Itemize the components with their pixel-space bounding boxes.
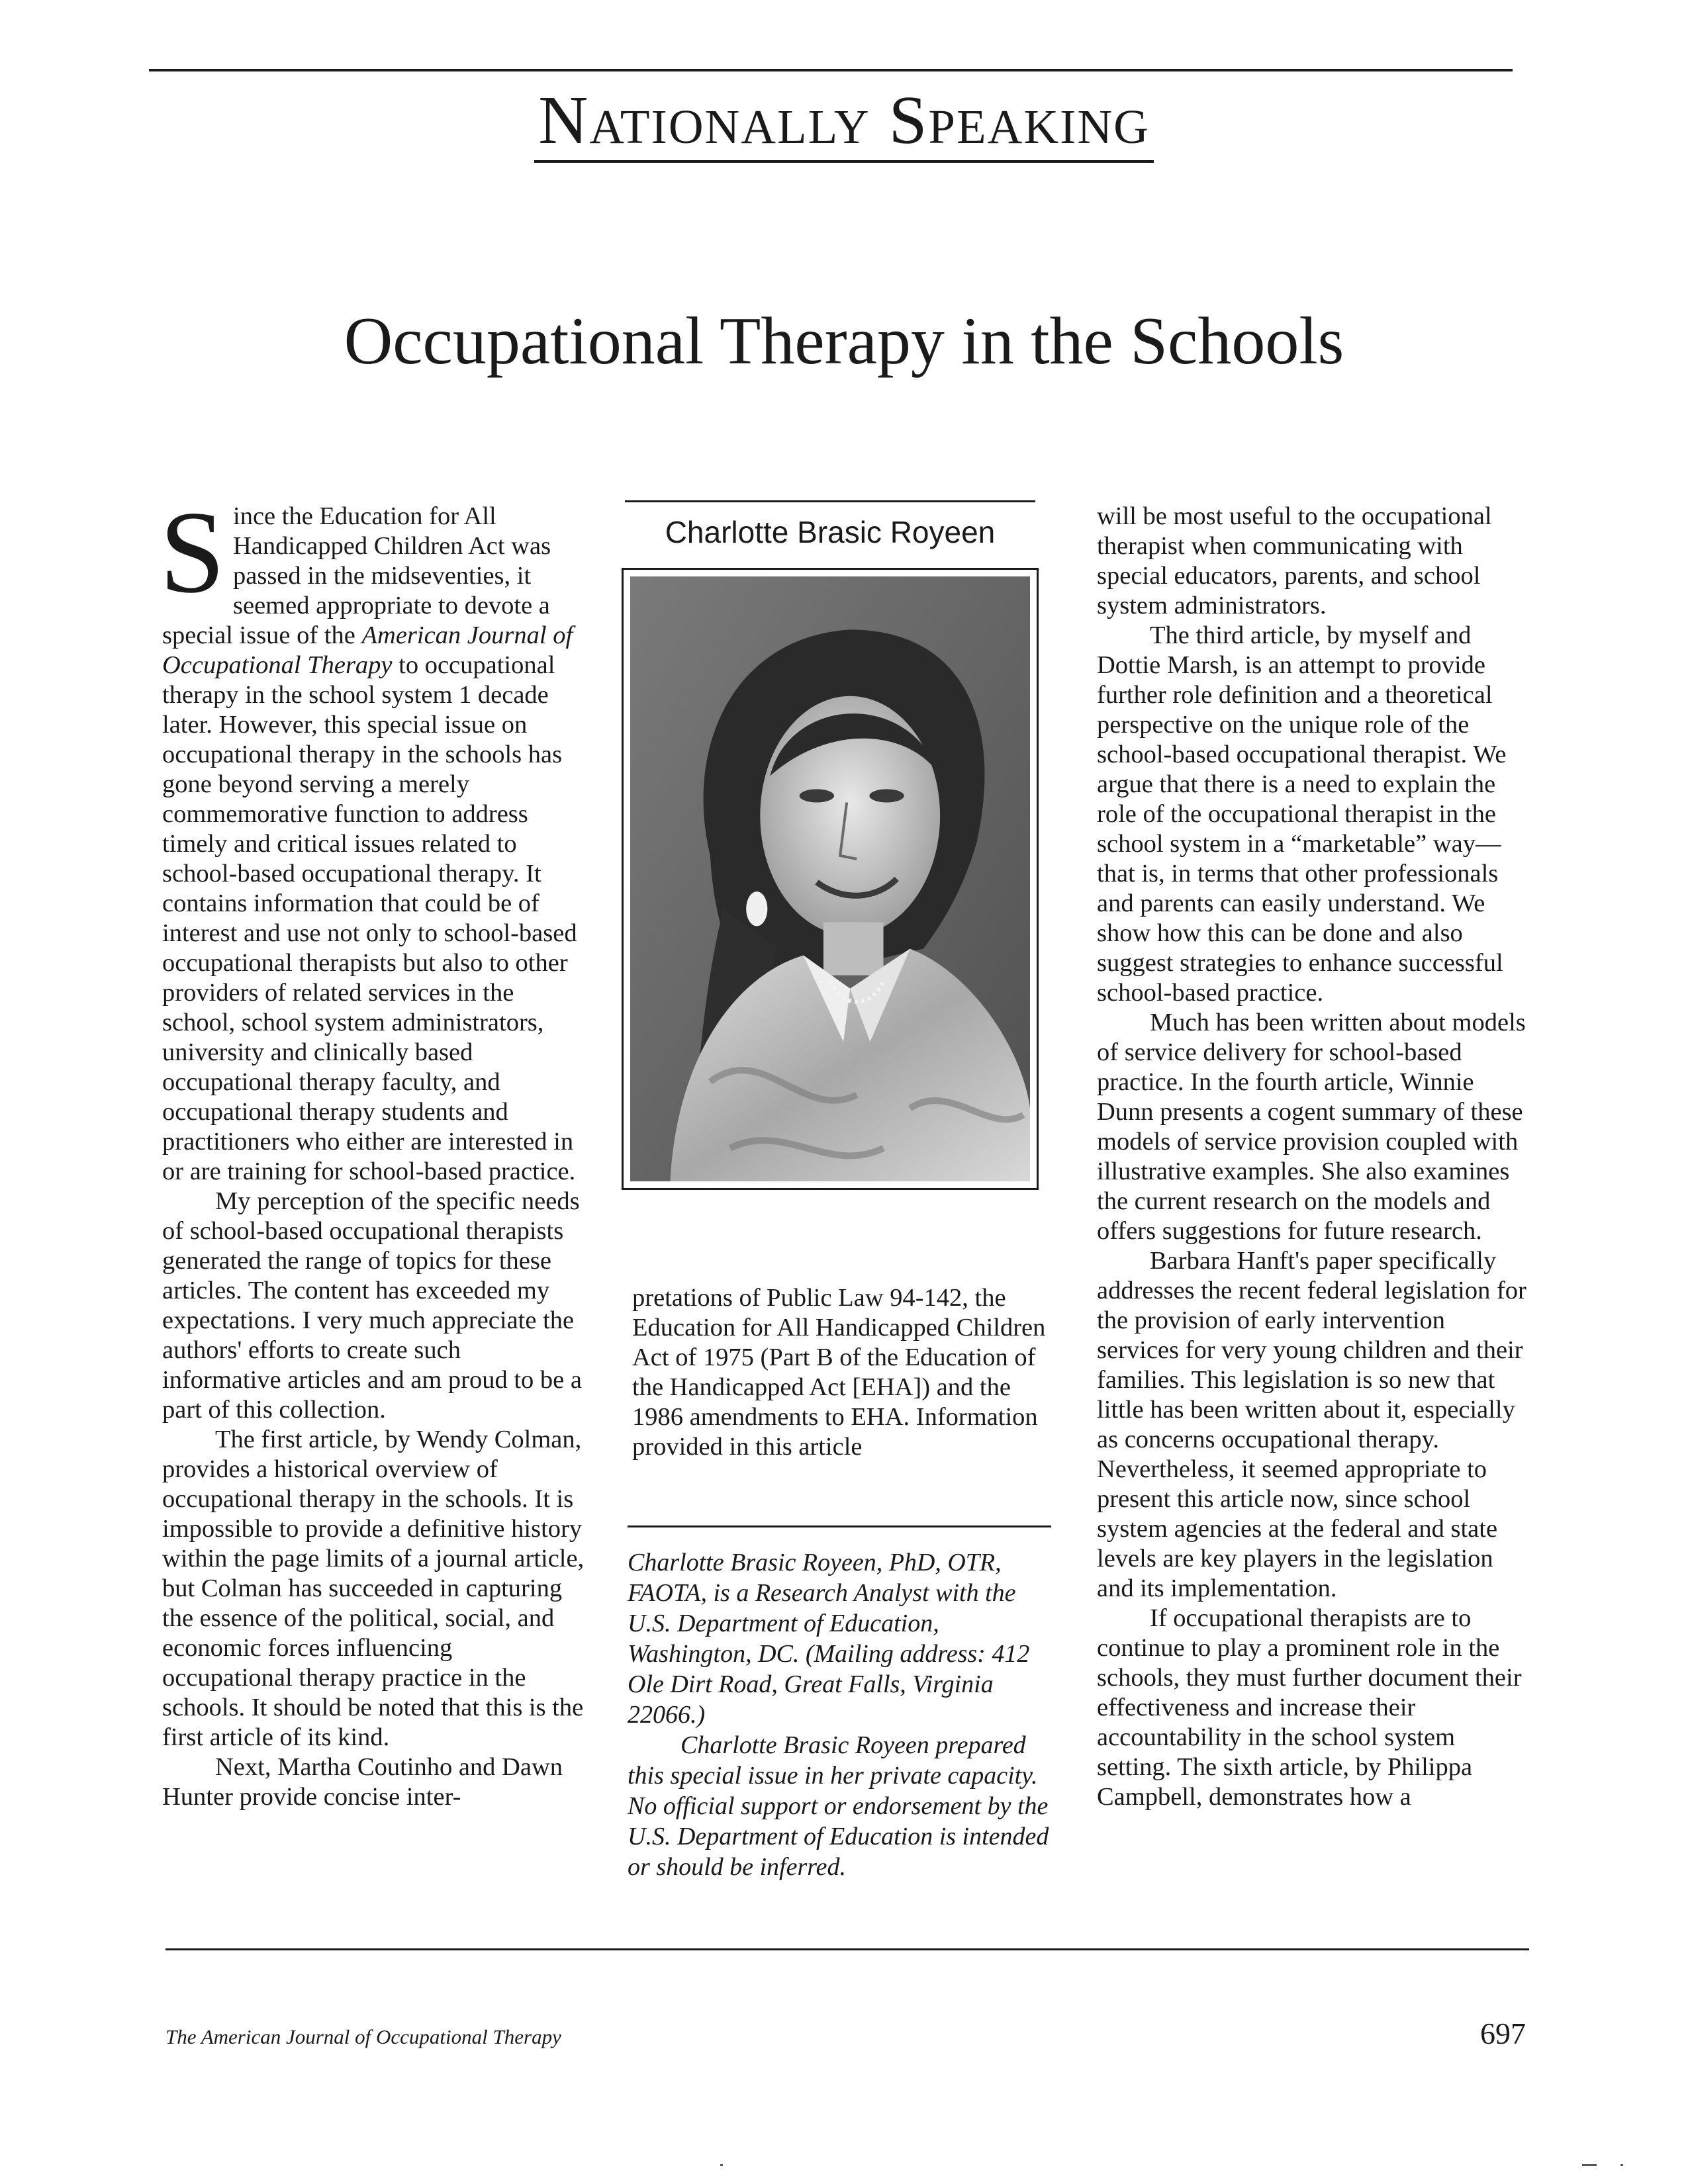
paragraph-hanft: Barbara Hanft's paper specifically addresses the recent federal legislation for the provision of early intervention services for very young children and their families. This legislation is so new that little has been written about it, especially as concerns occupational therapy. Nevertheless, it seemed appropriate to present this article now, since school system agencies at the federal and state levels are key players in the legislation and its implementation. (1097, 1247, 1526, 1602)
article-title: Occupational Therapy in the Schools (344, 304, 1344, 379)
page-number: 697 (1480, 2017, 1526, 2050)
scan-speck (720, 2164, 723, 2166)
journal-name: The American Journal of Occupational Therapy (165, 2025, 561, 2048)
footnote-disclaimer: Charlotte Brasic Royeen prepared this special issue in her private capacity. No official support or endorsement by the U.S. Department of Education is intended or should be inferred. (628, 1731, 1049, 1881)
drop-cap: S (160, 486, 225, 617)
paragraph-first-article: The first article, by Wendy Colman, provides a historical overview of occupational therapy in the schools. It is impossible to provide a definitive history within the page limits of a journal article, but Colman has succeeded in capturing the essence of the political, social, and economic forces influencing occupational therapy practice in the schools. It should be noted that this is the first article of its kind. (162, 1426, 585, 1751)
section-label: Nationally Speaking (534, 86, 1154, 163)
column-right (1097, 502, 1527, 1812)
author-box (625, 500, 1035, 1190)
paragraph-interpretations: pretations of Public Law 94-142, the Education for All Handicapped Children Act of 1975 (Part B of the Education of the Handicapped Act [EHA]) and the 1986 amendments to EHA. Information provided in this article (632, 1284, 1046, 1461)
paragraph-models: Much has been written about models of service delivery for school-based practice. In the fourth article, Winnie Dunn presents a cogent summary of these models of service provision coupled with illustrative examples. She also examines the current research on the models and offers suggestions for future research. (1097, 1009, 1526, 1245)
author-name: Charlotte Brasic Royeen (665, 515, 996, 549)
top-rule (149, 69, 1513, 71)
scan-speck (1582, 2164, 1597, 2166)
column-middle (632, 1283, 1062, 1462)
author-portrait (622, 568, 1039, 1190)
author-box-rule (625, 500, 1035, 502)
section-header (0, 82, 1688, 163)
column-left (160, 486, 586, 1812)
portrait-image (630, 576, 1030, 1181)
paragraph-perception: My perception of the specific needs of school-based occupational therapists generated the range of topics for these articles. The content has exceeded my expectations. I very much appreciate the authors' efforts to create such informative articles and am proud to be a part of this collection. (162, 1187, 582, 1424)
paragraph-intro (160, 486, 586, 1187)
intro-text-a: ince the Education for All Handicapped Children Act was passed in the midseventies, it seemed appropriate to devote a special issue of the (162, 502, 551, 649)
intro-text-b: to occupational therapy in the school system 1 decade later. However, this special issue on occupational therapy in the schools has gone beyond serving a merely commemorative function to address timely and critical issues related to school-based occupational therapy. It contains information that could be of interest and use not only to school-based occupational therapists but also to other providers of related services in the school, school system administrators, university and clinically based occupational therapy faculty, and occupational therapy students and practitioners who either are interested in or are training for school-based practice. (162, 651, 577, 1185)
scan-speck (1620, 2164, 1623, 2166)
paragraph-effectiveness: If occupational therapists are to continue to play a prominent role in the schools, they must further document their effectiveness and increase their accountability in the school system setting. The sixth article, by Philippa Campbell, demonstrates how a (1097, 1604, 1522, 1811)
footnote-rule (628, 1525, 1051, 1527)
paragraph-useful: will be most useful to the occupational therapist when communicating with special educators, parents, and school system administrators. (1097, 502, 1492, 619)
journal-title-inline: American Journal of Occupational Therapy (162, 621, 573, 679)
paragraph-third-article: The third article, by myself and Dottie Marsh, is an attempt to provide further role definition and a theoretical perspective on the unique role of the school-based occupational therapist. We argue that there is a need to explain the role of the occupational therapist in the school system in a “marketable” way—that is, in terms that other professionals and parents can easily understand. We show how this can be done and also suggest strategies to enhance successful school-based practice. (1097, 621, 1507, 1007)
author-footnote (628, 1525, 1051, 1882)
footnote-affiliation: Charlotte Brasic Royeen, PhD, OTR, FAOTA, is a Research Analyst with the U.S. Department of Education, Washington, DC. (Mailing address: 412 Ole Dirt Road, Great Falls, Virginia 22066.) (628, 1549, 1030, 1729)
bottom-rule (165, 1948, 1529, 1950)
paragraph-next: Next, Martha Coutinho and Dawn Hunter provide concise inter- (162, 1753, 563, 1811)
